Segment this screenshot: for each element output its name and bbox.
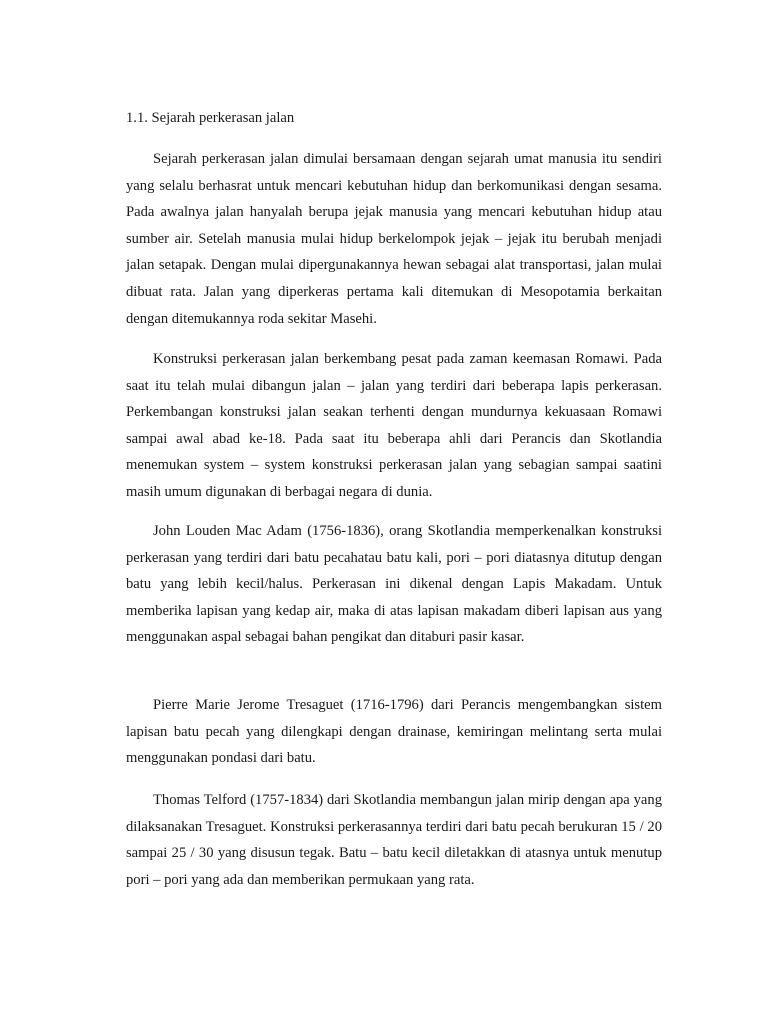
section-heading: 1.1. Sejarah perkerasan jalan — [126, 110, 295, 126]
paragraph-history-intro: Sejarah perkerasan jalan dimulai bersamaan dengan sejarah umat manusia itu sendiri yang selalu berhasrat untuk mencari kebutuhan hidup dan berkomunikasi dengan sesama. Pada awalnya jalan hanyalah berupa jejak manusia yang mencari kebutuhan hidup atau sumber air. Setelah manusia mulai hidup berkelompok jejak – jejak itu berubah menjadi jalan setapak. Dengan mulai dipergunakannya hewan sebagai alat transportasi, jalan mulai dibuat rata. Jalan yang diperkeras pertama kali ditemukan di Mesopotamia berkaitan dengan ditemukannya roda sekitar Masehi. — [126, 151, 662, 327]
paragraph-tresaguet: Pierre Marie Jerome Tresaguet (1716-1796) dari Perancis mengembangkan sistem lapisan batu pecah yang dilengkapi dengan drainase, kemiringan melintang serta mulai menggunakan pondasi dari batu. — [126, 697, 662, 767]
paragraph-telford: Thomas Telford (1757-1834) dari Skotlandia membangun jalan mirip dengan apa yang dilaksanakan Tresaguet. Konstruksi perkerasannya terdiri dari batu pecah berukuran 15 / 20 sampai 25 / 30 yang disusun tegak. Batu – batu kecil diletakkan di atasnya untuk menutup pori – pori yang ada dan memberikan permukaan yang rata. — [126, 792, 662, 888]
paragraph-mac-adam: John Louden Mac Adam (1756-1836), orang Skotlandia memperkenalkan konstruksi perkerasan yang terdiri dari batu pecahatau batu kali, pori – pori diatasnya ditutup dengan batu yang lebih kecil/halus. Perkerasan ini dikenal dengan Lapis Makadam. Untuk memberika lapisan yang kedap air, maka di atas lapisan makadam diberi lapisan aus yang menggunakan aspal sebagai bahan pengikat dan ditaburi pasir kasar. — [126, 523, 662, 646]
paragraph-roman-era: Konstruksi perkerasan jalan berkembang pesat pada zaman keemasan Romawi. Pada saat itu telah mulai dibangun jalan – jalan yang terdiri dari beberapa lapis perkerasan. Perkembangan konstruksi jalan seakan terhenti dengan mundurnya kekuasaan Romawi sampai awal abad ke-18. Pada saat itu beberapa ahli dari Perancis dan Skotlandia menemukan system – system konstruksi perkerasan jalan yang sebagian sampai saatini masih umum digunakan di berbagai negara di dunia. — [126, 351, 662, 500]
